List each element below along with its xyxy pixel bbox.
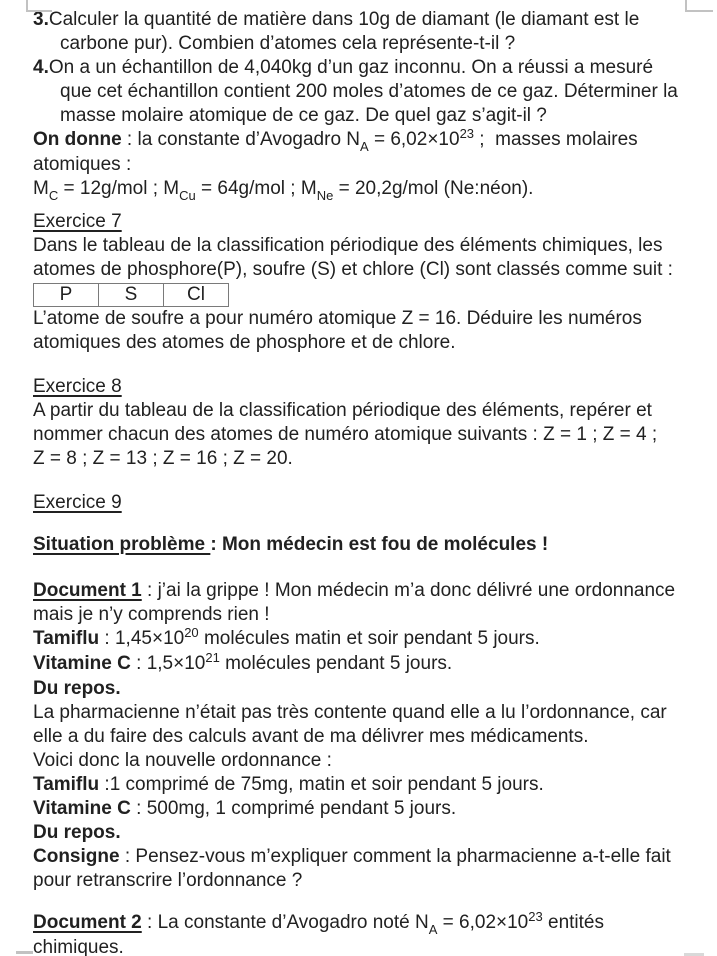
situation-heading [33, 533, 699, 557]
text-segment: molécules pendant 5 jours. [219, 653, 453, 674]
superscript: 23 [459, 126, 475, 141]
crop-handle-top-left-icon[interactable] [26, 0, 52, 12]
text-segment: atomiques des atomes de phosphore et de chlore. [33, 332, 456, 353]
text-segment: atomes de phosphore(P), soufre (S) et chlore (Cl) sont classés comme suit : [33, 259, 673, 280]
item-4-line-2 [60, 80, 699, 104]
text-segment: chimiques. [33, 937, 124, 956]
exercise-7-line-4 [33, 331, 699, 355]
text-segment: = 20,2g/mol (Ne:néon). [333, 178, 534, 199]
vitamine-c-line-1 [33, 652, 699, 677]
text-segment: = 6,02×10 [368, 129, 460, 150]
pharmacienne-line-1 [33, 701, 699, 725]
text-segment: : La constante d’Avogadro noté N [141, 912, 429, 933]
text-segment: :1 comprimé de 75mg, matin et soir pendant 5 jours. [99, 774, 544, 795]
superscript: 20 [184, 625, 199, 640]
text-segment: mais je n’y comprends rien ! [33, 604, 270, 625]
text-segment: : 500mg, 1 comprimé pendant 5 jours. [130, 798, 457, 819]
superscript: 21 [205, 650, 220, 665]
tamiflu-line-1 [33, 627, 699, 652]
exercise-8-line-3 [33, 447, 699, 471]
text-segment: ; masses molaires [474, 129, 638, 150]
exercise-8-line-1 [33, 399, 699, 423]
text-segment: Tamiflu [33, 774, 100, 795]
text-segment: pour retranscrire l’ordonnance ? [33, 870, 303, 891]
text-segment: Du repos. [33, 822, 121, 843]
given-data-line-1 [33, 128, 699, 153]
text-segment: molécules matin et soir pendant 5 jours. [198, 628, 540, 649]
table-cell-cl: Cl [163, 284, 228, 306]
text-segment: Voici donc la nouvelle ordonnance : [33, 750, 332, 771]
text-segment: = 64g/mol ; M [195, 178, 317, 199]
exercise-7-heading [33, 210, 699, 234]
text-segment: Z = 8 ; Z = 13 ; Z = 16 ; Z = 20. [33, 448, 293, 469]
vitamine-c-line-2 [33, 797, 699, 821]
exercise-8-line-2 [33, 423, 699, 447]
crop-handle-top-right-icon[interactable] [685, 0, 713, 12]
pharmacienne-line-2 [33, 725, 699, 749]
text-segment: Situation problème [33, 534, 211, 555]
text-segment: 3. [33, 9, 49, 30]
text-segment: : la constante d’Avogadro N [121, 129, 361, 150]
item-4-line-3 [60, 104, 699, 128]
text-segment: : j’ai la grippe ! Mon médecin m’a donc délivré une ordonnance [141, 580, 676, 601]
text-segment: Exercice 7 [33, 211, 122, 232]
subscript: Cu [179, 188, 196, 203]
exercise-7-line-1 [33, 234, 699, 258]
exercise-8-heading [33, 375, 699, 399]
text-segment: On a un échantillon de 4,040kg d’un gaz inconnu. On a réussi a mesuré [48, 57, 654, 78]
text-segment: elle a du faire des calculs avant de ma délivrer mes médicaments. [33, 726, 589, 747]
text-segment: : 1,45×10 [99, 628, 185, 649]
exercise-9-heading [33, 491, 699, 515]
du-repos-line-2 [33, 821, 699, 845]
text-segment: masse molaire atomique de ce gaz. De quel gaz s’agit-il ? [60, 105, 547, 126]
exercise-7-line-3 [33, 307, 699, 331]
text-segment: Du repos. [33, 678, 121, 699]
text-segment: que cet échantillon contient 200 moles d’atomes de ce gaz. Déterminer la [60, 81, 678, 102]
text-segment: Document 1 [33, 580, 142, 601]
item-4-line-1 [33, 56, 699, 80]
text-segment: Vitamine C [33, 798, 131, 819]
given-data-line-2 [33, 153, 699, 177]
subscript: Ne [316, 188, 334, 203]
tamiflu-line-2 [33, 773, 699, 797]
crop-handle-bottom-left-icon[interactable] [16, 951, 33, 954]
text-segment: Exercice 9 [33, 492, 122, 513]
text-segment: Dans le tableau de la classification périodique des éléments chimiques, les [33, 235, 663, 256]
consigne-line-1 [33, 845, 699, 869]
text-segment: Tamiflu [33, 628, 100, 649]
text-segment: : Mon médecin est fou de molécules ! [210, 534, 549, 555]
molar-masses-line [33, 177, 699, 202]
text-segment: atomiques : [33, 154, 132, 175]
text-segment: = 6,02×10 [437, 912, 529, 933]
text-segment: Exercice 8 [33, 376, 122, 397]
item-3-line-2 [60, 32, 699, 56]
text-segment: La pharmacienne n’était pas très contente quand elle a lu l’ordonnance, car [33, 702, 667, 723]
table-cell-p: P [59, 284, 73, 305]
text-segment: Vitamine C [33, 653, 131, 674]
text-segment: L’atome de soufre a pour numéro atomique Z = 16. Déduire les numéros [33, 308, 642, 329]
text-segment: 4. [33, 57, 49, 78]
superscript: 23 [528, 909, 543, 924]
document-1-line-1 [33, 579, 699, 603]
subscript: A [360, 139, 369, 154]
text-segment: entités [542, 912, 604, 933]
item-3-line-1 [33, 8, 699, 32]
text-segment: M [33, 178, 49, 199]
text-segment: : 1,5×10 [130, 653, 206, 674]
table-cell-s: S [98, 284, 163, 306]
exercise-7-line-2 [33, 258, 699, 282]
subscript: C [48, 188, 59, 203]
du-repos-line-1 [33, 677, 699, 701]
document-1-line-2 [33, 603, 699, 627]
text-segment: carbone pur). Combien d’atomes cela représente-t-il ? [60, 33, 516, 54]
text-segment: A partir du tableau de la classification périodique des éléments, repérer et [33, 400, 652, 421]
nouvelle-ordonnance-line [33, 749, 699, 773]
text-segment: = 12g/mol ; M [58, 178, 180, 199]
text-segment: Calculer la quantité de matière dans 10g de diamant (le diamant est le [48, 9, 640, 30]
text-segment: : Pensez-vous m’expliquer comment la pharmacienne a-t-elle fait [119, 846, 671, 867]
consigne-line-2 [33, 869, 699, 893]
text-segment: On donne [33, 129, 122, 150]
document-2-line-2 [33, 936, 699, 956]
subscript: A [428, 922, 438, 937]
elements-table [33, 283, 229, 307]
document-2-line-1 [33, 911, 699, 936]
text-segment: Document 2 [33, 912, 142, 933]
text-segment: Consigne [33, 846, 120, 867]
text-segment: nommer chacun des atomes de numéro atomique suivants : Z = 1 ; Z = 4 ; [33, 424, 658, 445]
